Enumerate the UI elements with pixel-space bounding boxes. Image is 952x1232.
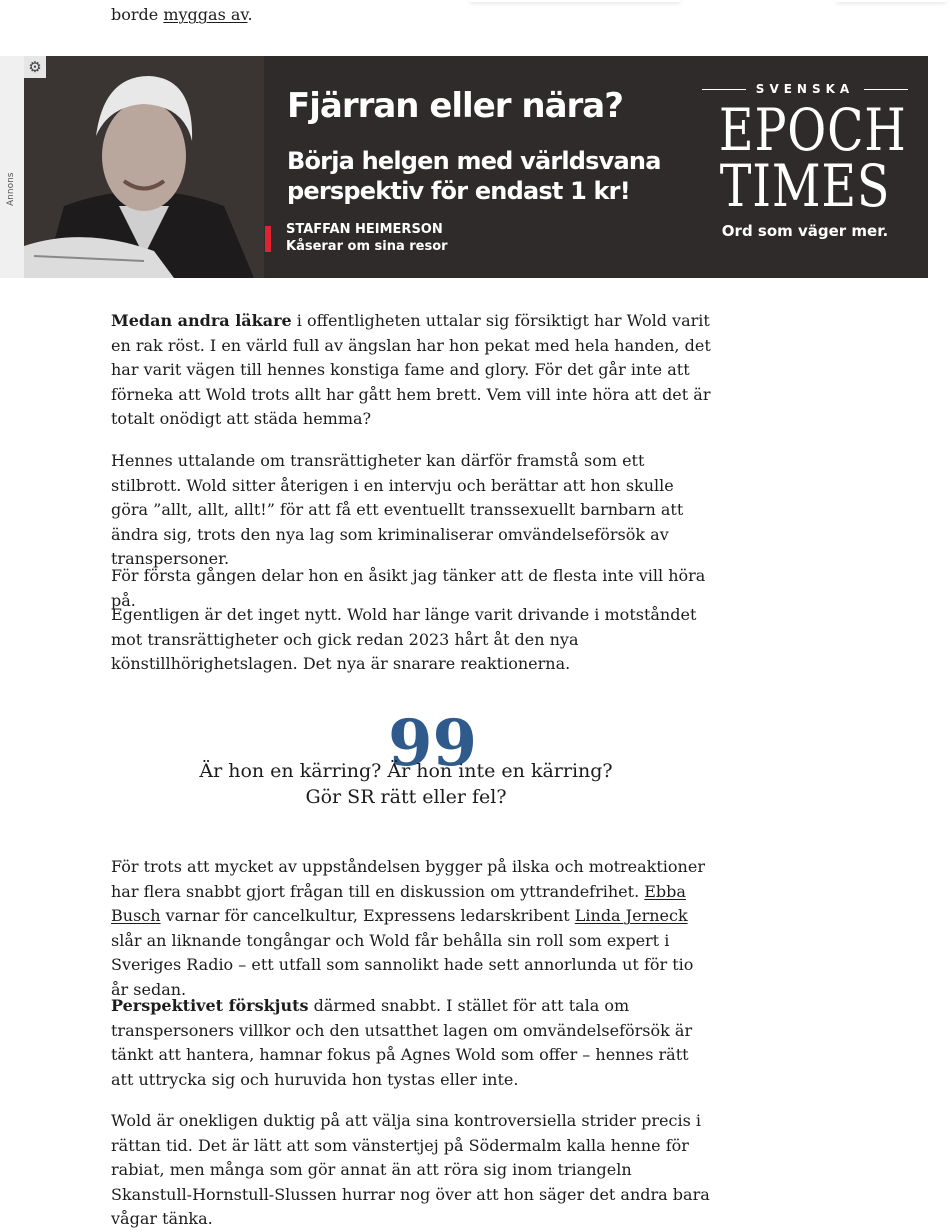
ad-subheadline: Börja helgen med världsvana perspektiv för endast 1 kr!	[287, 147, 661, 205]
paragraph-5-text-2: varnar för cancelkultur, Expressens ledarskribent	[160, 906, 575, 925]
top-toolbar-shadow-right	[836, 0, 946, 2]
ad-portrait-image	[24, 56, 264, 278]
top-toolbar-shadow-left	[470, 0, 680, 2]
paragraph-3: För första gången delar hon en åsikt jag tänker att de flesta inte vill höra på.	[111, 566, 706, 610]
paragraph-1	[111, 309, 711, 432]
ad-author-name: STAFFAN HEIMERSON	[286, 222, 443, 237]
epoch-times-logo	[700, 82, 910, 240]
linda-jerneck-link[interactable]: Linda Jerneck	[574, 906, 688, 925]
previous-paragraph-end	[111, 3, 711, 28]
ad-label-strip	[0, 56, 24, 278]
pull-quote-line-2: Gör SR rätt eller fel?	[305, 786, 507, 808]
ad-author-role: Kåserar om sina resor	[286, 239, 448, 254]
top-line-text: borde	[111, 5, 164, 24]
paragraph-6	[111, 994, 711, 1092]
ad-slogan: Ord som väger mer.	[721, 222, 889, 240]
ebba-busch-link[interactable]: Ebba Busch	[111, 881, 686, 925]
pull-quote-line-1: Är hon en kärring? Är hon inte en kärring?	[199, 760, 613, 782]
paragraph-1-text: i offentligheten uttalar sig försiktigt har Wold varit en rak röst. I en värld full av ängslan har hon pekat med hela handen, det har varit vägen till hennes konstiga fame and glory. För det går inte att förneka att Wold trots allt har gått hem brett. Vem vill inte höra att det är totalt onödigt att städa hemma?	[111, 311, 711, 428]
ad-headline: Fjärran eller nära?	[287, 86, 623, 126]
ad-label: Annons	[6, 172, 16, 206]
paragraph-5-text-1: För trots att mycket av uppståndelsen bygger på ilska och motreaktioner har flera snabbt gjort frågan till en diskussion om yttrandefrihet.	[111, 857, 705, 901]
advertisement-banner[interactable]	[24, 56, 928, 278]
ad-brand-epoch: EPOCH	[718, 96, 907, 164]
paragraph-1-lead: Medan andra läkare	[111, 311, 292, 330]
paragraph-5-text-3: slår an liknande tongångar och Wold får behålla sin roll som expert i Sveriges Radio – ett utfall som sannolikt hade sett annorlunda ut för tio år sedan.	[111, 930, 694, 999]
top-line-period: .	[247, 5, 253, 24]
gear-icon[interactable]: ⚙	[24, 56, 46, 78]
paragraph-2: Hennes uttalande om transrättigheter kan därför framstå som ett stilbrott. Wold sitter återigen i en intervju och berättar att hon skulle göra ”allt, allt, allt!” för att få ett eventuellt transsexuellt barnbarn att ändra sig, trots den nya lag som kriminaliserar omvändelseförsök av transpersoner.	[111, 451, 684, 568]
myggas-av-link[interactable]: myggas av	[163, 5, 248, 24]
paragraph-6-lead: Perspektivet förskjuts	[111, 996, 309, 1015]
paragraph-6-text: därmed snabbt. I stället för att tala om transpersoners villkor och den utsatthet lagen om omvändelseförsök är tänkt att hantera, hamnar fokus på Agnes Wold som offer – hennes rätt att uttrycka sig och huruvida hon tystas eller inte.	[111, 996, 693, 1089]
paragraph-7: Wold är onekligen duktig på att välja sina kontroversiella strider precis i rättan tid. Det är lätt att som vänstertjej på Södermalm kalla henne för rabiat, men många som gör annat än att röra sig inom triangeln Skanstull-Hornstull-Slussen hurrar nog över att hon säger det andra bara vågar tänka.	[111, 1111, 710, 1228]
quote-mark-icon: 99	[388, 706, 478, 781]
ad-author-accent-bar	[265, 226, 271, 252]
ad-author	[286, 221, 448, 255]
pull-quote	[160, 758, 652, 810]
ad-brand-svenska: SVENSKA	[700, 82, 910, 96]
ad-brand-times: TIMES	[719, 152, 891, 220]
paragraph-5	[111, 855, 711, 1002]
paragraph-4: Egentligen är det inget nytt. Wold har länge varit drivande i motståndet mot transrättigheter och gick redan 2023 hårt åt den nya könstillhörighetslagen. Det nya är snarare reaktionerna.	[111, 605, 697, 673]
